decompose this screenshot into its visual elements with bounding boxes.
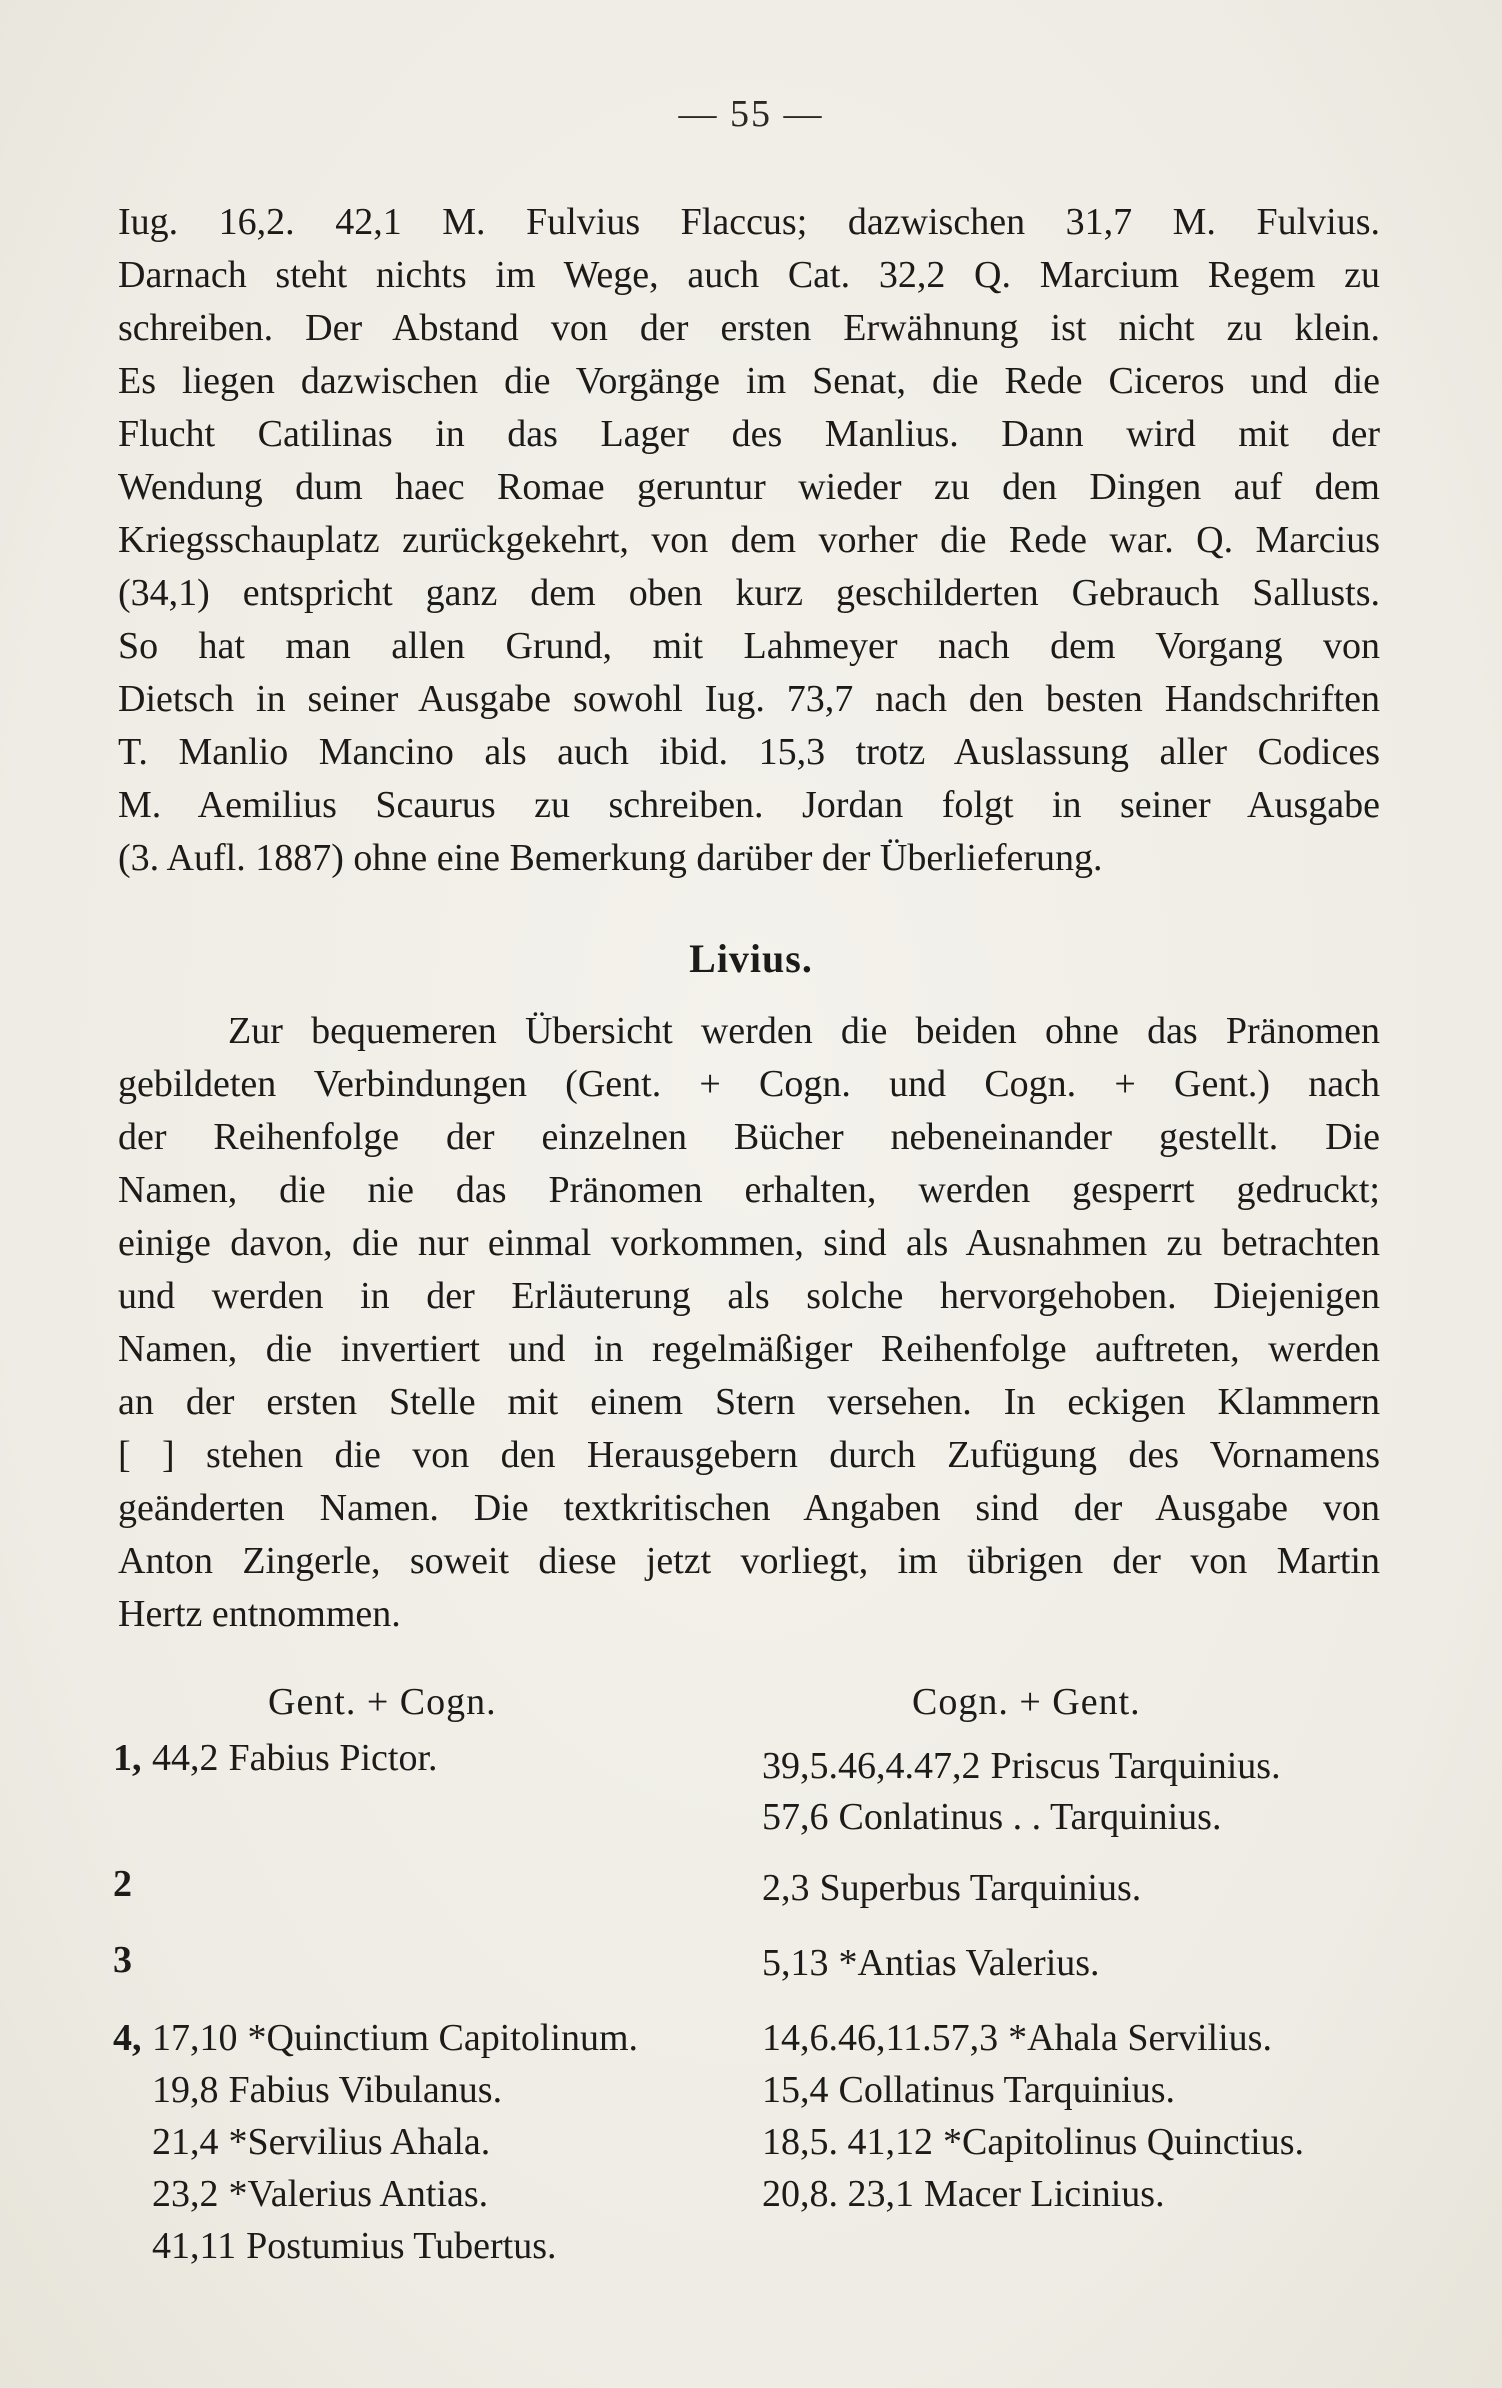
entry-ref: 44,2 xyxy=(152,1737,219,1779)
left-entry xyxy=(152,2016,638,2060)
text-line: Hertz entnommen. xyxy=(118,1593,401,1635)
text-line: der Reihenfolge der einzelnen Bücher nebeneinander gestellt. Die xyxy=(118,1116,1380,1158)
text-line: (34,1) entspricht ganz dem oben kurz geschilderten Gebrauch Sallusts. xyxy=(118,572,1380,614)
entry-name: *Ahala Servilius. xyxy=(1008,2017,1272,2059)
entry-ref: 20,8. 23,1 xyxy=(762,2173,914,2215)
right-entry xyxy=(762,2016,1272,2060)
left-entry xyxy=(152,2224,557,2268)
entry-name: Postumius Tubertus. xyxy=(246,2225,557,2267)
left-entry xyxy=(152,1736,438,1780)
text-line: So hat man allen Grund, mit Lahmeyer nach dem Vorgang von xyxy=(118,625,1380,667)
right-entry xyxy=(762,1941,1100,1985)
text-line: Flucht Catilinas in das Lager des Manlius. Dann wird mit der xyxy=(118,413,1380,455)
book-number: 3 xyxy=(113,1939,132,1981)
left-entry xyxy=(152,2172,488,2216)
left-column-header: Gent. + Cogn. xyxy=(268,1681,497,1723)
text-line: Es liegen dazwischen die Vorgänge im Senat, die Rede Ciceros und die xyxy=(118,360,1380,402)
text-line: Anton Zingerle, soweit diese jetzt vorliegt, im übrigen der von Martin xyxy=(118,1540,1380,1582)
entry-ref: 2,3 xyxy=(762,1867,810,1909)
entry-ref: 39,5.46,4.47,2 xyxy=(762,1745,981,1787)
text-line: Darnach steht nichts im Wege, auch Cat. 32,2 Q. Marcium Regem zu xyxy=(118,254,1380,296)
livius-paragraph xyxy=(118,1005,1380,1641)
right-entry xyxy=(762,2172,1165,2216)
text-line: Wendung dum haec Romae geruntur wieder zu den Dingen auf dem xyxy=(118,466,1380,508)
intro-paragraph xyxy=(118,196,1380,885)
text-line: [ ] stehen die von den Herausgebern durch Zufügung des Vornamens xyxy=(118,1434,1380,1476)
entry-name: Fabius Vibulanus. xyxy=(228,2069,503,2111)
entry-name: *Capitolinus Quinctius. xyxy=(943,2121,1304,2163)
entry-ref: 41,11 xyxy=(152,2225,237,2267)
text-line: Zur bequemeren Übersicht werden die beiden ohne das Pränomen xyxy=(228,1010,1380,1052)
book-number: 2 xyxy=(113,1863,132,1905)
entry-name: Superbus Tarquinius. xyxy=(819,1867,1142,1909)
right-column-header: Cogn. + Gent. xyxy=(912,1681,1141,1723)
text-line: T. Manlio Mancino als auch ibid. 15,3 trotz Auslassung aller Codices xyxy=(118,731,1380,773)
entry-ref: 15,4 xyxy=(762,2069,829,2111)
entry-ref: 21,4 xyxy=(152,2121,219,2163)
entry-name: Conlatinus . . Tarquinius. xyxy=(838,1796,1222,1838)
entry-name: Collatinus Tarquinius. xyxy=(838,2069,1176,2111)
text-line: (3. Aufl. 1887) ohne eine Bemerkung darüber der Überlieferung. xyxy=(118,837,1103,879)
entry-name: *Quinctium Capitolinum. xyxy=(247,2017,639,2059)
right-entry xyxy=(762,1795,1221,1839)
right-entry xyxy=(762,1744,1281,1788)
right-entry xyxy=(762,2068,1175,2112)
entry-ref: 18,5. 41,12 xyxy=(762,2121,933,2163)
text-line: einige davon, die nur einmal vorkommen, sind als Ausnahmen zu betrachten xyxy=(118,1222,1380,1264)
section-heading: Livius. xyxy=(689,936,813,981)
text-line: schreiben. Der Abstand von der ersten Erwähnung ist nicht zu klein. xyxy=(118,307,1380,349)
right-entry xyxy=(762,2120,1304,2164)
right-entry xyxy=(762,1866,1141,1910)
left-entry xyxy=(152,2068,502,2112)
text-line: Dietsch in seiner Ausgabe sowohl Iug. 73,7 nach den besten Handschriften xyxy=(118,678,1380,720)
entry-name: Fabius Pictor. xyxy=(228,1737,438,1779)
text-line: gebildeten Verbindungen (Gent. + Cogn. und Cogn. + Gent.) nach xyxy=(118,1063,1380,1105)
entry-ref: 17,10 xyxy=(152,2017,238,2059)
text-line: Iug. 16,2. 42,1 M. Fulvius Flaccus; dazwischen 31,7 M. Fulvius. xyxy=(118,201,1380,243)
entry-ref: 23,2 xyxy=(152,2173,219,2215)
book-number: 4, xyxy=(113,2017,142,2059)
left-entry xyxy=(152,2120,490,2164)
entry-ref: 14,6.46,11.57,3 xyxy=(762,2017,999,2059)
text-line: M. Aemilius Scaurus zu schreiben. Jordan folgt in seiner Ausgabe xyxy=(118,784,1380,826)
text-line: geänderten Namen. Die textkritischen Angaben sind der Ausgabe von xyxy=(118,1487,1380,1529)
text-line: Namen, die nie das Pränomen erhalten, werden gesperrt gedruckt; xyxy=(118,1169,1380,1211)
page-number: — 55 — xyxy=(678,93,824,135)
entry-name: *Antias Valerius. xyxy=(838,1942,1100,1984)
entry-ref: 5,13 xyxy=(762,1942,829,1984)
text-line: Kriegsschauplatz zurückgekehrt, von dem vorher die Rede war. Q. Marcius xyxy=(118,519,1380,561)
entry-name: Macer Licinius. xyxy=(924,2173,1165,2215)
entry-name: *Valerius Antias. xyxy=(228,2173,489,2215)
entry-ref: 19,8 xyxy=(152,2069,219,2111)
text-line: an der ersten Stelle mit einem Stern versehen. In eckigen Klammern xyxy=(118,1381,1380,1423)
book-number: 1, xyxy=(113,1737,142,1779)
entry-name: *Servilius Ahala. xyxy=(228,2121,491,2163)
entry-name: Priscus Tarquinius. xyxy=(990,1745,1281,1787)
text-line: Namen, die invertiert und in regelmäßiger Reihenfolge auftreten, werden xyxy=(118,1328,1380,1370)
entry-ref: 57,6 xyxy=(762,1796,829,1838)
text-line: und werden in der Erläuterung als solche hervorgehoben. Diejenigen xyxy=(118,1275,1380,1317)
